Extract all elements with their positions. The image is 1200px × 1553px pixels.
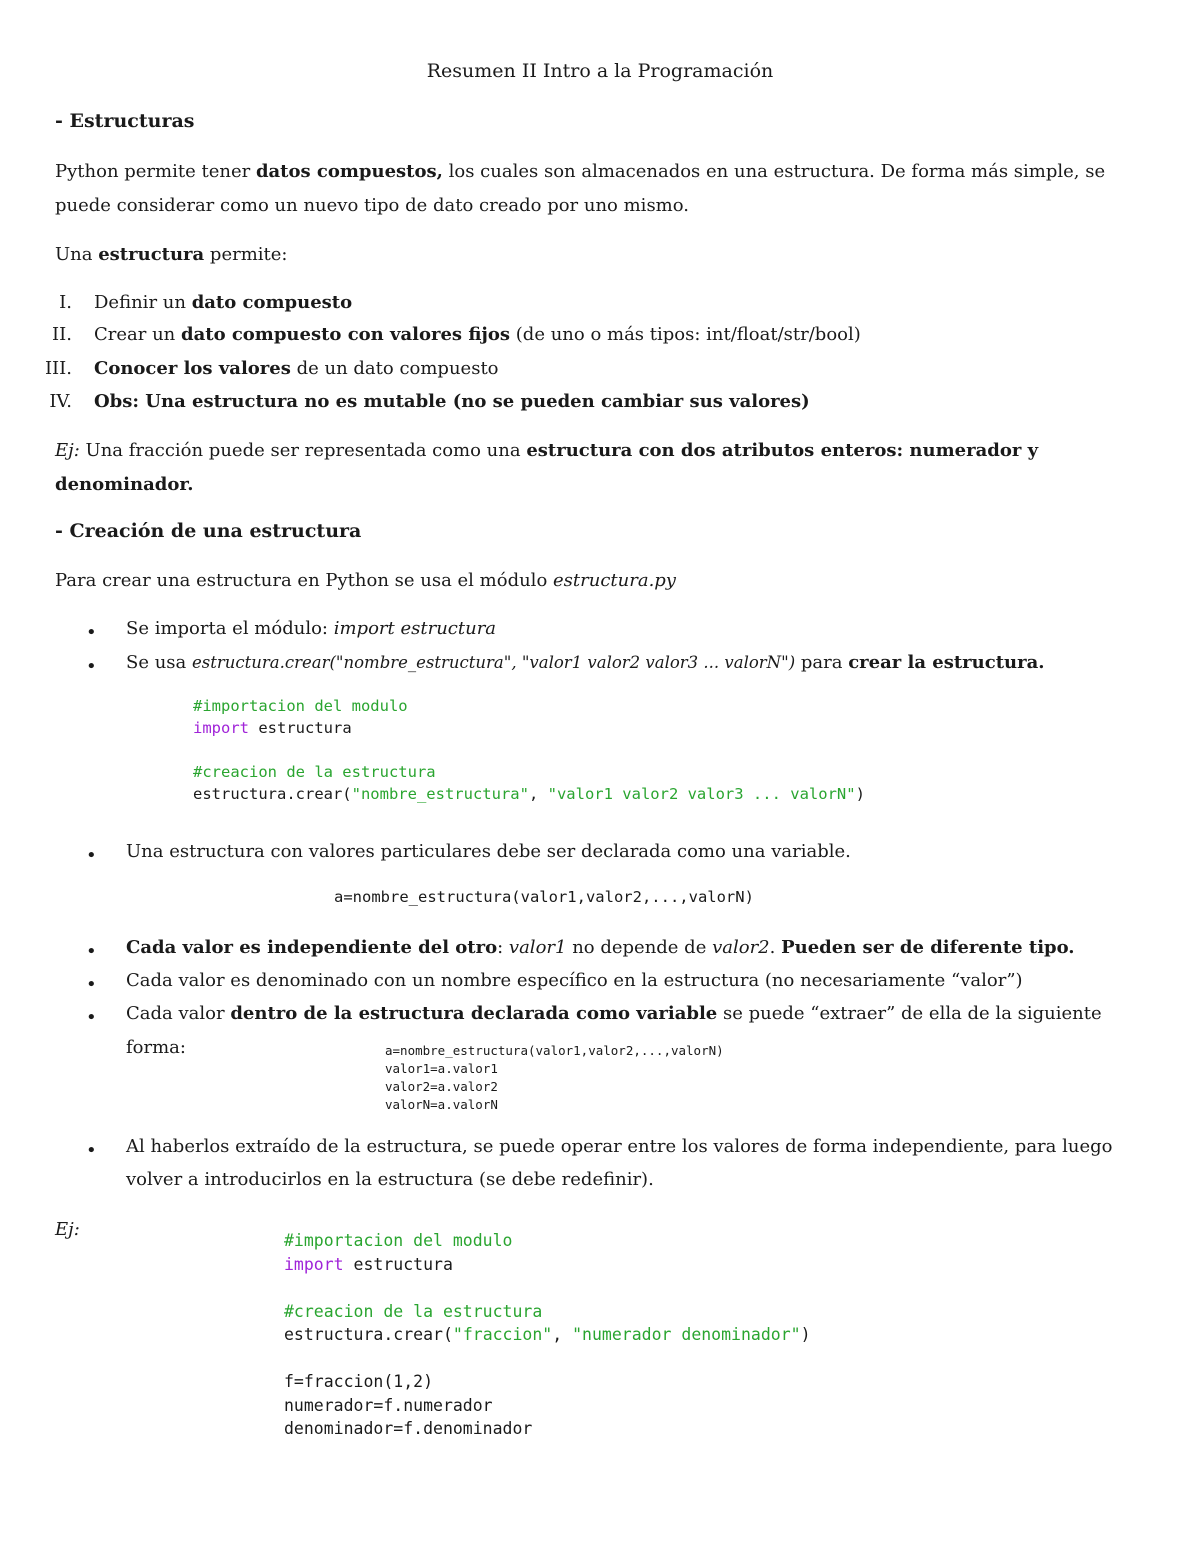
list-item	[32, 352, 499, 386]
list-item	[32, 318, 861, 352]
text: Definir un	[94, 292, 192, 313]
code-string: "valor1 valor2 valor3 ... valorN"	[547, 785, 856, 803]
code-comment: #importacion del modulo	[193, 697, 408, 715]
text: de un dato compuesto	[290, 358, 499, 379]
page-title: Resumen II Intro a la Programación	[426, 60, 774, 82]
code-text: valor1=a.valor1	[385, 1061, 498, 1076]
text: puede considerar como un nuevo tipo de dato creado por uno mismo.	[55, 195, 689, 216]
bold-text: estructura	[98, 244, 205, 265]
italic-text: import estructura	[333, 618, 497, 639]
code-text: )	[855, 785, 865, 803]
italic-text: valor1	[508, 937, 567, 958]
code-block-creacion	[193, 695, 865, 805]
bold-text: Cada valor es independiente del otro	[126, 937, 498, 958]
list-item	[32, 385, 810, 419]
italic-text: estructura.py	[553, 570, 676, 591]
bullet-extraer-line2: forma:	[126, 1037, 186, 1058]
paragraph-crear	[55, 564, 1145, 598]
code-text: ,	[528, 785, 548, 803]
bullet-extraer	[126, 997, 1102, 1031]
text: para	[795, 652, 849, 673]
code-keyword: import	[284, 1254, 344, 1274]
bullet-declarada: Una estructura con valores particulares debe ser declarada como una variable.	[126, 841, 851, 862]
code-text: ,	[552, 1325, 573, 1344]
bullet-dot: •	[86, 656, 97, 677]
list-number: II.	[52, 324, 72, 345]
bullet-operar: Al haberlos extraído de la estructura, se puede operar entre los valores de forma independiente, para luego	[126, 1136, 1113, 1157]
text: los cuales son almacenados en una estructura. De forma más simple, se	[442, 161, 1106, 182]
bullet-independiente	[126, 931, 1075, 965]
code-text: estructura	[249, 719, 352, 737]
code-string: "numerador denominador"	[572, 1325, 801, 1344]
italic-text: estructura.crear("nombre_estructura", "valor1 valor2 valor3 ... valorN")	[192, 653, 796, 672]
code-comment: #importacion del modulo	[284, 1231, 513, 1250]
bold-text: denominador.	[55, 474, 194, 495]
text: Python permite tener	[55, 161, 256, 182]
list-item	[32, 286, 352, 320]
bold-text: estructura con dos atributos enteros: numerador y	[526, 440, 1039, 461]
code-block-extraer	[385, 1042, 724, 1114]
list-number: I.	[59, 292, 72, 313]
bullet-dot: •	[86, 941, 97, 962]
text: Se usa	[126, 652, 192, 673]
code-text: valorN=a.valorN	[385, 1097, 498, 1112]
code-text: valor2=a.valor2	[385, 1079, 498, 1094]
code-text: f=fraccion(1,2)	[284, 1372, 434, 1391]
bold-text: dato compuesto con valores fijos	[181, 324, 511, 345]
bold-text: dato compuesto	[191, 292, 353, 313]
bold-text: Pueden ser de diferente tipo.	[781, 937, 1075, 958]
bold-text: Conocer los valores	[94, 358, 291, 379]
code-comment: #creacion de la estructura	[284, 1301, 543, 1321]
code-text: denominador=f.denominador	[284, 1419, 533, 1438]
bold-text: dentro de la estructura declarada como variable	[230, 1003, 718, 1024]
bold-text: Obs: Una estructura no es mutable (no se pueden cambiar sus valores)	[94, 391, 810, 412]
bullet-dot: •	[86, 1007, 97, 1028]
list-number: IV.	[49, 391, 72, 412]
text: Crear un	[94, 324, 181, 345]
code-block-fraccion	[284, 1229, 811, 1441]
code-keyword: import	[193, 719, 249, 737]
text: .	[769, 937, 782, 958]
bullet-operar-line2: volver a introducirlos en la estructura (se debe redefinir).	[126, 1169, 654, 1190]
bold-text: crear la estructura.	[848, 652, 1045, 673]
bullet-import	[126, 612, 496, 646]
code-text: )	[800, 1325, 811, 1344]
text: permite:	[204, 244, 288, 265]
paragraph-intro	[55, 155, 1145, 223]
code-text: estructura.crear(	[193, 785, 352, 803]
bullet-dot: •	[86, 622, 97, 643]
list-number: III.	[44, 358, 72, 379]
bullet-dot: •	[86, 1140, 97, 1161]
text: se puede “extraer” de ella de la siguiente	[717, 1003, 1102, 1024]
paragraph-example-fraction	[55, 434, 1145, 502]
example-label: Ej:	[55, 440, 80, 461]
bullet-crear	[126, 646, 1045, 680]
text: (de uno o más tipos: int/float/str/bool)	[510, 324, 861, 345]
text: Cada valor	[126, 1003, 231, 1024]
code-comment: #creacion de la estructura	[193, 763, 436, 781]
italic-text: valor2	[712, 937, 770, 958]
text: Una fracción puede ser representada como una	[79, 440, 527, 461]
italic-text: Ej:	[55, 1219, 80, 1240]
code-text: numerador=f.numerador	[284, 1395, 493, 1415]
bullet-dot: •	[86, 845, 97, 866]
code-string: "nombre_estructura"	[351, 785, 529, 803]
example-label	[55, 1213, 80, 1247]
text: :	[497, 937, 509, 958]
text: Se importa el módulo:	[126, 618, 334, 639]
bold-text: datos compuestos,	[255, 161, 443, 182]
code-string: "fraccion"	[452, 1325, 553, 1344]
section-heading-estructuras: - Estructuras	[55, 110, 195, 132]
text: no depende de	[566, 937, 713, 958]
paragraph-permite	[55, 238, 1145, 272]
code-line-declaracion: a=nombre_estructura(valor1,valor2,...,valorN)	[334, 888, 754, 906]
bullet-dot: •	[86, 974, 97, 995]
code-text: a=nombre_estructura(valor1,valor2,...,valorN)	[385, 1043, 724, 1058]
text: Para crear una estructura en Python se usa el módulo	[55, 570, 553, 591]
bullet-denominado: Cada valor es denominado con un nombre específico en la estructura (no necesariamente “valor”)	[126, 970, 1023, 991]
code-text: estructura	[343, 1254, 453, 1274]
text: Una	[55, 244, 99, 265]
code-text: estructura.crear(	[284, 1325, 453, 1344]
section-heading-creacion: - Creación de una estructura	[55, 520, 362, 542]
